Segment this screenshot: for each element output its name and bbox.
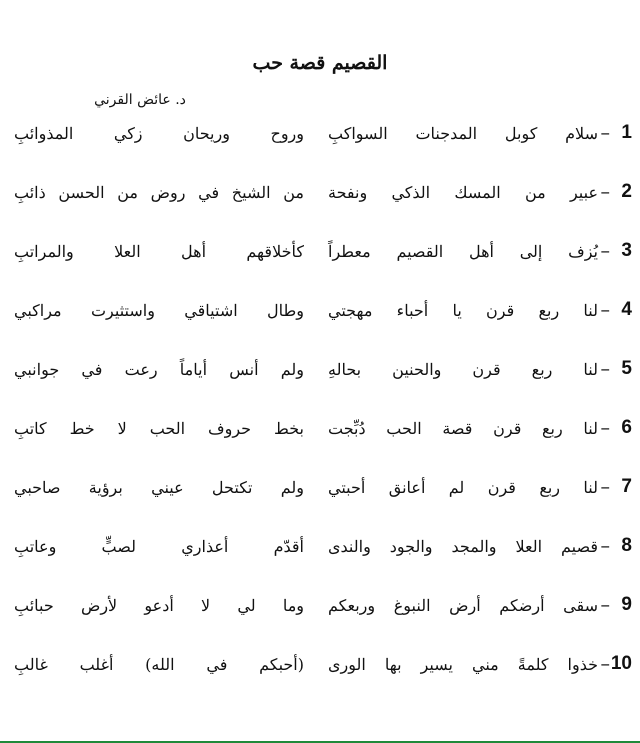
verse-dash: – xyxy=(600,535,610,557)
verse-number: 4 xyxy=(621,299,632,320)
verse-line xyxy=(0,236,640,276)
poem-author: د. عائض القرني xyxy=(94,92,186,108)
verse-first-hemistich: لنا ربع قرن لم أعانق أحبتي xyxy=(328,478,598,497)
verse-dash: – xyxy=(600,181,610,203)
verse-line xyxy=(0,413,640,453)
verse-second-hemistich: وما لي لا أدعو لأرض حبائبِ xyxy=(14,596,304,615)
verse-number: 10 xyxy=(610,653,632,674)
verse-second-hemistich: كأخلاقهم أهل العلا والمراتبِ xyxy=(14,242,304,261)
verse-second-hemistich: من الشيخ في روض من الحسن ذائبِ xyxy=(14,183,304,202)
verse-first-hemistich: عبير من المسك الذكي ونفحة xyxy=(328,183,598,202)
verse-second-hemistich: ولم تكتحل عيني برؤية صاحبي xyxy=(14,478,304,497)
verse-dash: – xyxy=(600,417,610,439)
verse-line xyxy=(0,590,640,630)
verse-line xyxy=(0,354,640,394)
verse-number: 1 xyxy=(621,122,632,143)
verse-line xyxy=(0,118,640,158)
verse-line xyxy=(0,649,640,689)
verse-number: 8 xyxy=(621,535,632,556)
poem-title: القصيم قصة حب xyxy=(252,52,388,74)
verse-first-hemistich: لنا ربع قرن قصة الحب دُبِّجت xyxy=(328,419,598,438)
verse-number: 9 xyxy=(621,594,632,615)
verse-number: 2 xyxy=(621,181,632,202)
verse-first-hemistich: قصيم العلا والمجد والجود والندى xyxy=(328,537,598,556)
verse-first-hemistich: لنا ربع قرن يا أحباء مهجتي xyxy=(328,301,598,320)
verse-second-hemistich: بخط حروف الحب لا خط كاتبِ xyxy=(14,419,304,438)
verse-second-hemistich: وروح وريحان زكي المذوائبِ xyxy=(14,124,304,143)
verse-line xyxy=(0,472,640,512)
verse-number: 7 xyxy=(621,476,632,497)
verse-first-hemistich: خذوا كلمةً مني يسير بها الورى xyxy=(328,655,598,674)
verse-first-hemistich: يُزف إلى أهل القصيم معطراً xyxy=(328,242,598,261)
verse-dash: – xyxy=(600,358,610,380)
verse-line xyxy=(0,531,640,571)
verse-dash: – xyxy=(600,299,610,321)
verse-number: 3 xyxy=(621,240,632,261)
verse-first-hemistich: سقى أرضكم أرض النبوغ وربعكم xyxy=(328,596,598,615)
verse-dash: – xyxy=(600,653,610,675)
verse-second-hemistich: ولم أنس أياماً رعت في جوانبي xyxy=(14,360,304,379)
verse-number: 5 xyxy=(621,358,632,379)
verse-second-hemistich: أقدّم أعذاري لصبٍّ وعاتبِ xyxy=(14,537,304,556)
verse-first-hemistich: لنا ربع قرن والحنين بحالهِ xyxy=(328,360,598,379)
verse-dash: – xyxy=(600,476,610,498)
verse-line xyxy=(0,177,640,217)
verse-dash: – xyxy=(600,594,610,616)
verse-line xyxy=(0,295,640,335)
verse-dash: – xyxy=(600,240,610,262)
verse-second-hemistich: (أحبكم في الله) أغلب غالبِ xyxy=(14,655,304,674)
verse-second-hemistich: وطال اشتياقي واستثيرت مراكبي xyxy=(14,301,304,320)
verse-dash: – xyxy=(600,122,610,144)
verse-number: 6 xyxy=(621,417,632,438)
verse-first-hemistich: سلام كوبل المدجنات السواكبِ xyxy=(328,124,598,143)
